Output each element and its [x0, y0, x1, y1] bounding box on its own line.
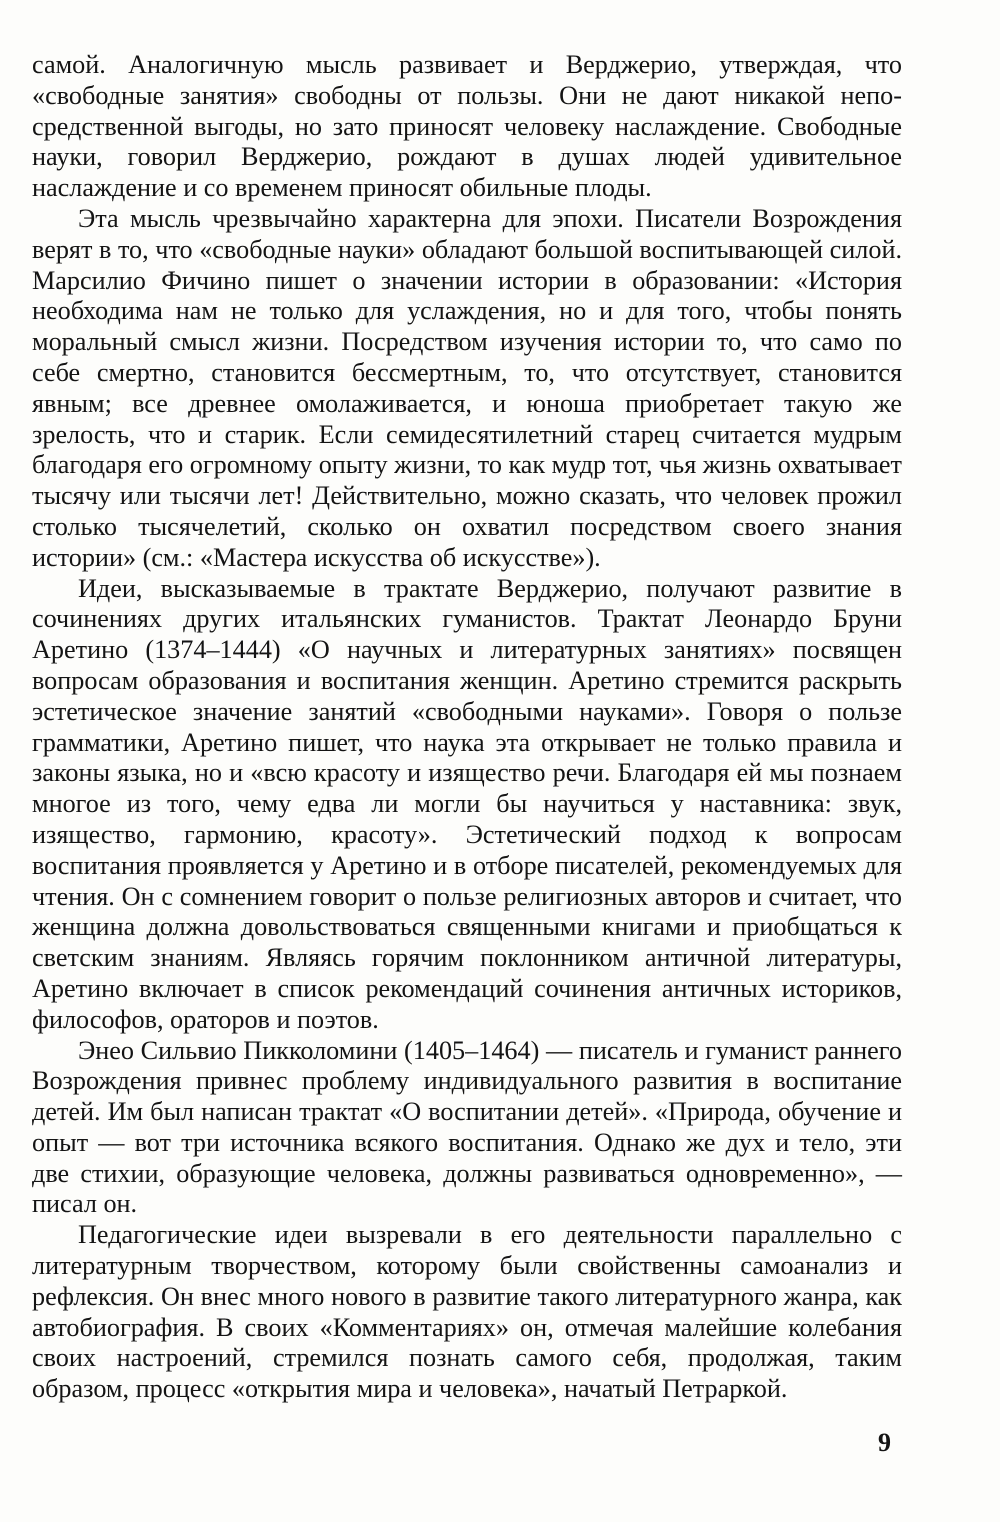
body-text	[32, 50, 902, 1405]
paragraph-1: самой. Аналогичную мысль развивает и Верджерио, утверждая, что «свободные занятия» свободны от пользы. Они не дают никакой непосредственной выгоды, но зато приносят человеку наслаждение. Свободные науки, говорил Верджерио, рождают в душах людей удивительное наслаждение и со временем приносят обильные плоды.	[32, 50, 902, 203]
paragraph-3: Идеи, высказываемые в трактате Верджерио, получают развитие в сочинениях других итальянских гуманистов. Трактат Леонардо Бруни Аретино (1374–1444) «О научных и литературных занятиях» посвящен вопросам образования и воспитания женщин. Аретино стремится раскрыть эстетическое значение занятий «свободными науками». Говоря о пользе грамматики, Аретино пишет, что наука эта открывает не только правила и законы языка, но и «всю красоту и изящество речи. Благодаря ей мы познаем многое из того, чему едва ли могли бы научиться у наставника: звук, изящество, гармонию, красоту». Эстетический подход к вопросам воспитания проявляется у Аретино и в отборе писателей, рекомендуемых для чтения. Он с сомнением говорит о пользе религиозных авторов и считает, что женщина должна довольствоваться священными книгами и приобщаться к светским знаниям. Являясь горячим поклонником античной литературы, Аретино включает в список рекомендаций сочинения античных историков, философов, ораторов и поэтов.	[32, 573, 902, 1034]
paragraph-4: Энео Сильвио Пикколомини (1405–1464) — писатель и гуманист раннего Возрождения привнес проблему индивидуального развития в воспитание детей. Им был написан трактат «О воспитании детей». «Природа, обучение и опыт — вот три источника всякого воспитания. Однако же дух и тело, эти две стихии, образующие человека, должны развиваться одновременно», — писал он.	[32, 1035, 902, 1219]
paragraph-2: Эта мысль чрезвычайно характерна для эпохи. Писатели Возрождения верят в то, что «свободные науки» обладают большой воспитывающей силой. Марсилио Фичино пишет о значении истории в образовании: «История необходима нам не только для услаждения, но и для того, чтобы понять моральный смысл жизни. Посредством изучения истории то, что само по себе смертно, становится бессмертным, то, что отсутствует, становится явным; все древнее омолаживается, и юноша приобретает такую же зрелость, что и старик. Если семидесятилетний старец считается мудрым благодаря его огромному опыту жизни, то как мудр тот, чья жизнь охватывает тысячу или тысячи лет! Действительно, можно сказать, что человек прожил столько тысячелетий, сколько он охватил посредством своего знания истории» (см.: «Мастера искусства об искусстве»).	[32, 203, 902, 572]
paragraph-5: Педагогические идеи вызревали в его деятельности параллельно с литературным творчеством, которому были свойственны самоанализ и рефлексия. Он внес много нового в развитие такого литературного жанра, как автобиография. В своих «Комментариях» он, отмечая малейшие колебания своих настроений, стремился познать самого себя, продолжая, таким образом, процесс «открытия мира и человека», начатый Петраркой.	[32, 1220, 902, 1404]
page-number: 9	[878, 1428, 891, 1457]
